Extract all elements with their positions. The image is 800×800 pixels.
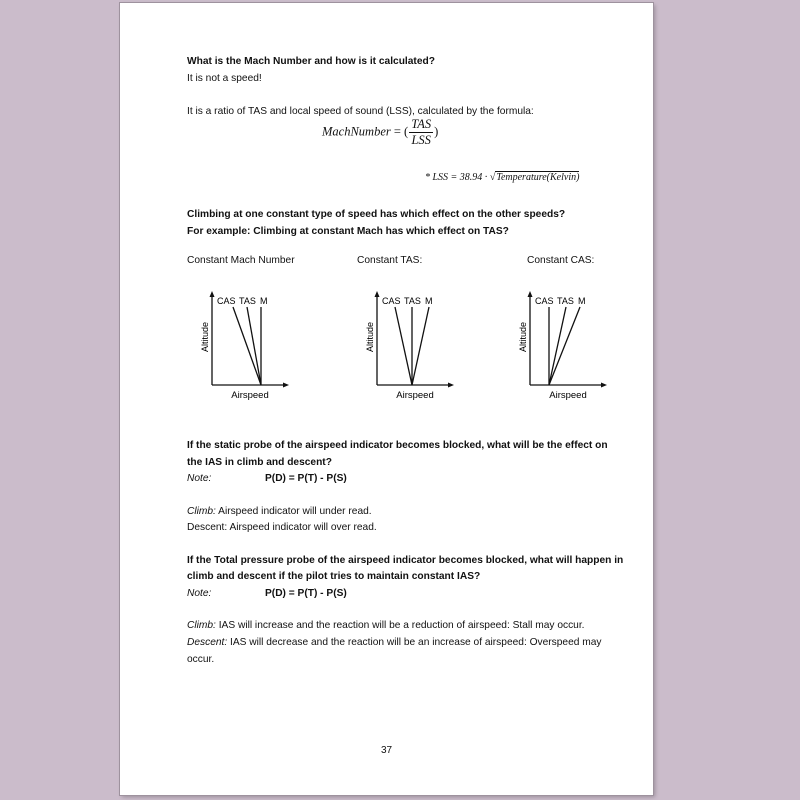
q3-line1: If the static probe of the airspeed indicator becomes blocked, what will be the effect on — [187, 440, 608, 451]
q4-climb-label: Climb: — [187, 620, 216, 631]
q3-note-label: Note: — [187, 473, 212, 484]
lss-prefix: * LSS = 38.94 · — [425, 172, 490, 183]
q3-climb-label: Climb: — [187, 506, 216, 517]
q3-climb — [187, 503, 372, 520]
x-axis-label: Airspeed — [231, 390, 269, 401]
mach-line — [412, 307, 429, 385]
lss-formula — [425, 172, 579, 183]
formula-close: ) — [434, 124, 439, 139]
q4-climb-text: IAS will increase and the reaction will be a reduction of airspeed: Stall may occur. — [215, 620, 585, 631]
x-axis-label: Airspeed — [396, 390, 434, 401]
y-axis-label: Altitude — [365, 321, 375, 353]
q2-line2: For example: Climbing at constant Mach has which effect on TAS? — [187, 226, 509, 237]
q4-descent — [187, 634, 602, 651]
graph-constant-tas — [365, 289, 455, 404]
label-tas: TAS — [557, 296, 574, 306]
page-number: 37 — [380, 745, 393, 756]
q3-line2: the IAS in climb and descent? — [187, 457, 332, 468]
q1-ratio-text: It is a ratio of TAS and local speed of sound (LSS), calculated by the formula: — [187, 106, 534, 117]
label-cas: CAS — [217, 296, 236, 306]
x-axis-label: Airspeed — [549, 390, 587, 401]
q3-descent: Descent: Airspeed indicator will over read. — [187, 522, 377, 533]
tas-line — [247, 307, 261, 385]
formula-denominator: LSS — [411, 133, 431, 147]
q4-descent-text: IAS will decrease and the reaction will be an increase of airspeed: Overspeed may — [227, 637, 602, 648]
q4-line2: climb and descent if the pilot tries to maintain constant IAS? — [187, 571, 481, 582]
q4-climb — [187, 617, 585, 634]
q4-descent-cont: occur. — [187, 654, 215, 665]
formula-fraction — [409, 117, 433, 148]
q4-note-label: Note: — [187, 588, 212, 599]
label-tas: TAS — [239, 296, 256, 306]
mach-line — [549, 307, 580, 385]
graph-constant-cas — [518, 289, 608, 404]
graph-title-mach: Constant Mach Number — [187, 255, 295, 266]
label-m: M — [578, 296, 586, 306]
graph-constant-mach — [200, 289, 290, 404]
graph-title-tas: Constant TAS: — [357, 255, 423, 266]
formula-lhs: MachNumber — [322, 124, 391, 139]
label-m: M — [260, 296, 268, 306]
formula-eq: = ( — [390, 124, 409, 139]
q1-title: What is the Mach Number and how is it calculated? — [187, 56, 435, 67]
cas-line — [395, 307, 412, 385]
y-axis-label: Altitude — [518, 321, 528, 353]
tas-line — [549, 307, 566, 385]
label-cas: CAS — [382, 296, 401, 306]
q3-climb-text: Airspeed indicator will under read. — [215, 506, 372, 517]
lss-radicand: Temperature(Kelvin) — [496, 172, 580, 183]
graph-title-cas: Constant CAS: — [527, 255, 595, 266]
sqrt-sign: √ — [489, 172, 496, 183]
q1-answer: It is not a speed! — [187, 73, 262, 84]
y-axis-label: Altitude — [200, 321, 210, 353]
q2-line1: Climbing at one constant type of speed has which effect on the other speeds? — [187, 209, 566, 220]
q4-line1: If the Total pressure probe of the airspeed indicator becomes blocked, what will happen in — [187, 555, 624, 566]
label-cas: CAS — [535, 296, 554, 306]
q3-note-equation: P(D) = P(T) - P(S) — [265, 473, 347, 484]
label-tas: TAS — [404, 296, 421, 306]
label-m: M — [425, 296, 433, 306]
document-page — [120, 3, 653, 795]
mach-formula — [322, 117, 438, 148]
q4-note-equation: P(D) = P(T) - P(S) — [265, 588, 347, 599]
q4-descent-label: Descent: — [187, 637, 228, 648]
cas-line — [233, 307, 261, 385]
formula-numerator: TAS — [411, 117, 432, 131]
